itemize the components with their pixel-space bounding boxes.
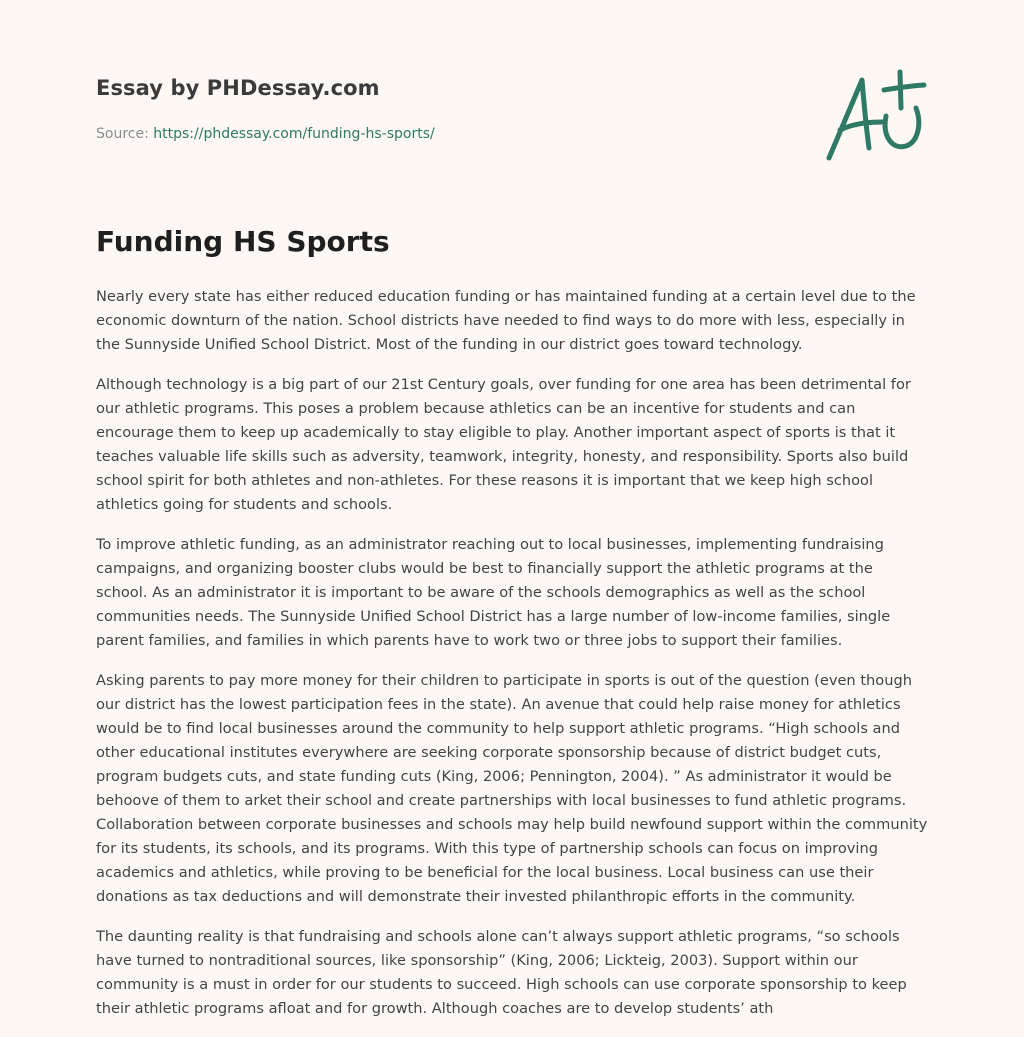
essay-paragraph: To improve athletic funding, as an administrator reaching out to local businesses, implementing fundraising campaigns, and organizing booster clubs would be best to financially support the athletic programs at the school. As an administrator it is important to be aware of the schools demographics as well as the school communities needs. The Sunnyside Unified School District has a large number of low-income families, single parent families, and families in which parents have to work two or three jobs to support their families. — [96, 536, 891, 649]
essay-paragraph: Nearly every state has either reduced education funding or has maintained funding at a certain level due to the economic downturn of the nation. School districts have needed to find ways to do more with less, especially in the Sunnyside Unified School District. Most of the funding in our district goes toward technology. — [96, 288, 916, 353]
essay-body — [96, 285, 928, 1037]
source-link[interactable]: https://phdessay.com/funding-hs-sports/ — [153, 126, 435, 142]
a-plus-grade-icon — [820, 66, 930, 166]
source-label: Source: — [96, 126, 154, 142]
brand-title: Essay by PHDessay.com — [96, 76, 380, 100]
essay-paragraph: Asking parents to pay more money for their children to participate in sports is out of the question (even though our district has the lowest participation fees in the state). An avenue that could help raise money for athletics would be to find local businesses around the community to help support athletic programs. “High schools and other educational institutes everywhere are seeking corporate sponsorship because of district budget cuts, program budgets cuts, and state funding cuts (King, 2006; Pennington, 2004). ” As administrator it would be behoove of them to arket their school and create partnerships with local businesses to fund athletic programs. Collaboration between corporate businesses and schools may help build newfound support within the community for its students, its schools, and its programs. With this type of partnership schools can focus on improving academics and athletics, while proving to be beneficial for the local business. Local business can use their donations as tax deductions and will demonstrate their invested philanthropic efforts in the community. — [96, 672, 928, 905]
essay-title: Funding HS Sports — [96, 225, 390, 258]
source-line — [96, 126, 435, 142]
essay-paragraph: The daunting reality is that fundraising and schools alone can’t always support athletic programs, “so schools have turned to nontraditional sources, like sponsorship” (King, 2006; Lickteig, 2003). Support within our community is a must in order for our students to succeed. High schools can use corporate sponsorship to keep their athletic programs afloat and for growth. Although coaches are to develop students’ ath — [96, 928, 907, 1017]
essay-paragraph: Although technology is a big part of our 21st Century goals, over funding for one area has been detrimental for our athletic programs. This poses a problem because athletics can be an incentive for students and can encourage them to keep up academically to stay eligible to play. Another important aspect of sports is that it teaches valuable life skills such as adversity, teamwork, integrity, honesty, and responsibility. Sports also build school spirit for both athletes and non-athletes. For these reasons it is important that we keep high school athletics going for students and schools. — [96, 376, 911, 513]
essay-header — [96, 76, 716, 142]
